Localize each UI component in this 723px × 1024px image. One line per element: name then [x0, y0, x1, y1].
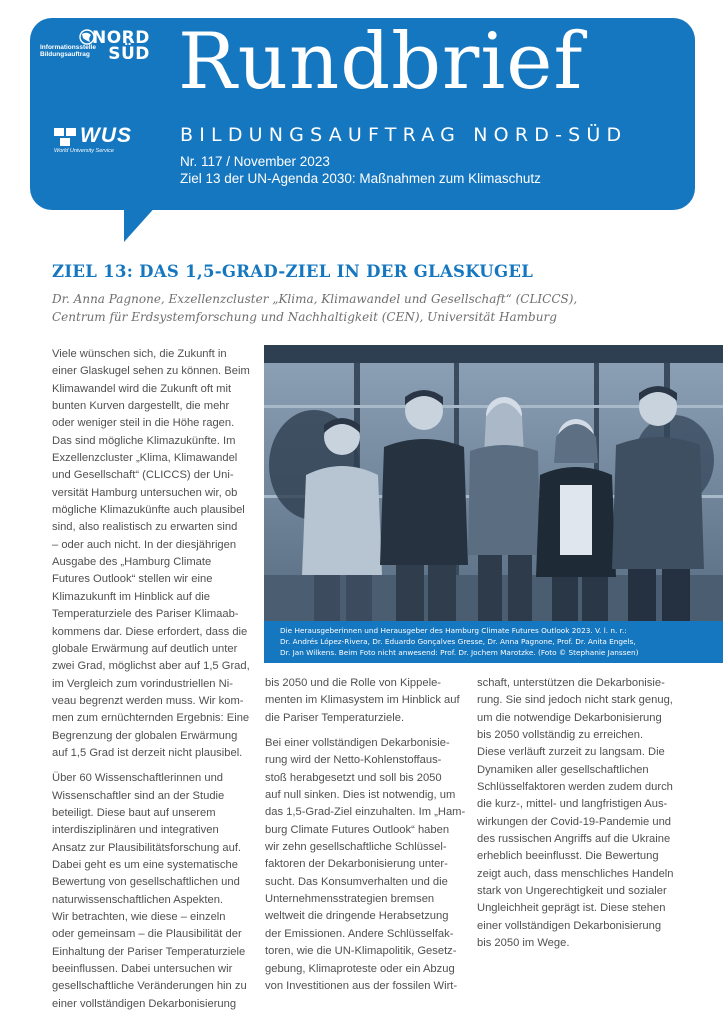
- text-line: Futures Outlook“ stellen wir eine: [52, 573, 213, 586]
- group-photo-image: [264, 345, 723, 663]
- text-line: von Investitionen aus der fossilen Wirt-: [265, 979, 458, 992]
- text-line: und Gesellschaft“ (CLICCS) der Uni-: [52, 469, 234, 482]
- text-line: men zum ernüchternden Ergebnis: Eine: [52, 712, 250, 725]
- text-line: veau begrenzt werden muss. Wir kom-: [52, 694, 244, 707]
- text-line: Unternehmensstrategien bremsen: [265, 893, 435, 906]
- text-line: auf 1,5 Grad ist derzeit nicht plausibel.: [52, 746, 243, 759]
- text-line: Bei einer vollständigen Dekarbonisie-: [265, 737, 450, 750]
- text-line: Ausgabe des „Hamburg Climate: [52, 556, 212, 569]
- infostelle-line2: Bildungsauftrag: [40, 51, 90, 58]
- text-line: Exzellenzcluster „Klima, Klimawandel: [52, 452, 238, 465]
- infostelle-label: [40, 44, 130, 58]
- logo-sued-text: SÜD: [108, 44, 150, 64]
- text-line: Diese verläuft zurzeit zu langsam. Die: [477, 746, 665, 759]
- text-line: bunten Kurven dargestellt, die mehr: [52, 400, 230, 413]
- text-line: Viele wünschen sich, die Zukunft in: [52, 348, 227, 360]
- paragraph: [477, 675, 687, 953]
- text-line: Einhaltung der Pariser Temperaturziele: [52, 945, 246, 958]
- infostelle-line1: Informationsstelle: [40, 44, 96, 51]
- text-line: bis 2050 im Wege.: [477, 937, 570, 950]
- text-line: sind, also realistisch zu erwarten sind: [52, 521, 238, 534]
- text-line: Wissenschaftler sind an der Studie: [52, 789, 225, 802]
- text-line: um die notwendige Dekarbonisierung: [477, 711, 662, 724]
- text-line: einer vollständigen Dekarbonisierung: [477, 919, 662, 932]
- issue-info: [180, 153, 541, 187]
- text-line: erheblich beeinflusst. Die Bewertung: [477, 850, 659, 863]
- text-line: Wir betrachten, wie diese – einzeln: [52, 911, 226, 923]
- logo-nord-text: NORD: [92, 28, 150, 48]
- text-line: naturwissenschaftlichen Aspekten.: [52, 893, 224, 906]
- text-line: Ungleichheit geprägt ist. Diese stehen: [477, 902, 666, 915]
- wus-wordmark: WUS: [80, 124, 132, 147]
- text-line: stark von Ungerechtigkeit und sozialer: [477, 885, 667, 898]
- issue-topic: Ziel 13 der UN-Agenda 2030: Maßnahmen zum Klimaschutz: [180, 171, 541, 186]
- text-line: die kurz-, mittel- und langfristigen Aus-: [477, 798, 668, 811]
- text-column-1: [52, 346, 257, 1013]
- text-line: des russischen Angriffs auf die Ukraine: [477, 833, 671, 846]
- authors-line-1: Dr. Anna Pagnone, Exzellenzcluster „Klima, Klimawandel und Gesellschaft“ (CLICCS),: [52, 292, 578, 306]
- article-authors: [52, 290, 612, 326]
- issue-number: Nr. 117 / November 2023: [180, 154, 330, 169]
- text-line: faktoren der Dekarbonisierung unter-: [265, 858, 448, 871]
- text-line: Schlüsselfaktoren werden zudem durch: [477, 781, 673, 794]
- text-line: zeigt auch, dass menschliches Handeln: [477, 867, 674, 880]
- text-line: die Pariser Temperaturziele.: [265, 711, 405, 724]
- text-line: bis 2050 und die Rolle von Kippele-: [265, 677, 442, 689]
- text-line: Temperaturziele des Pariser Klimaab-: [52, 608, 239, 621]
- paragraph: [52, 770, 257, 1013]
- text-line: oder gemeinsam – die Plausibilität der: [52, 928, 242, 941]
- banner-speech-tail: [124, 204, 158, 242]
- text-line: einer vollständigen Dekarbonisierung: [52, 997, 237, 1010]
- text-column-2: [265, 675, 470, 995]
- caption-line-3: Dr. Jan Wilkens. Beim Foto nicht anwesend: Prof. Dr. Jochem Marotzke. (Foto © Stephanie Janssen): [280, 648, 639, 657]
- photo-caption: [264, 621, 723, 663]
- text-line: Begrenzung der globalen Erwärmung: [52, 729, 238, 742]
- text-line: weltweit die dringende Herabsetzung: [265, 910, 449, 923]
- caption-line-1: Die Herausgeberinnen und Herausgeber des Hamburg Climate Futures Outlook 2023. V. l. n. r.:: [280, 626, 627, 635]
- text-line: toren, wie die UN-Klimapolitik, Gesetz-: [265, 945, 457, 958]
- text-line: – oder auch nicht. In der diesjährigen: [52, 538, 237, 551]
- authors-line-2: Centrum für Erdsystemforschung und Nachhaltigkeit (CEN), Universität Hamburg: [52, 310, 557, 324]
- text-line: schaft, unterstützen die Dekarbonisie-: [477, 677, 665, 689]
- paragraph: [52, 346, 257, 762]
- text-line: im Vergleich zum vorindustriellen Ni-: [52, 677, 233, 690]
- text-line: wirkungen der Covid-19-Pandemie und: [477, 815, 672, 828]
- text-line: burg Climate Futures Outlook“ haben: [265, 823, 450, 836]
- paragraph: [265, 735, 470, 995]
- text-line: wir zehn gesellschaftliche Schlüssel-: [265, 841, 447, 854]
- text-line: Bewertung von gesellschaftlichen und: [52, 876, 240, 889]
- newsletter-title: Rundbrief: [178, 17, 584, 107]
- text-line: menten im Klimasystem im Hinblick auf: [265, 694, 460, 707]
- text-line: Über 60 Wissenschaftlerinnen und: [52, 772, 224, 785]
- text-line: gebung, Klimaproteste oder ein Abzug: [265, 962, 455, 975]
- text-line: bis 2050 vollständig zu erreichen.: [477, 729, 644, 742]
- text-line: Ansatz zur Plausibilitätsforschung auf.: [52, 841, 242, 854]
- text-line: beteiligt. Diese baut auf unserem: [52, 806, 216, 819]
- text-line: gesellschaftliche Veränderungen hin zu: [52, 980, 247, 993]
- paragraph: [265, 675, 470, 727]
- text-line: rung wird der Netto-Kohlenstoffaus-: [265, 754, 442, 767]
- text-column-3: [477, 675, 687, 953]
- wus-subline: World University Service: [54, 148, 114, 154]
- text-line: einer Glaskugel sehen zu können. Beim: [52, 365, 250, 378]
- group-photo: [264, 345, 723, 663]
- wus-mark-icon: [54, 126, 80, 148]
- text-line: rung. Sie sind jedoch nicht stark genug,: [477, 694, 673, 707]
- text-line: kommens dar. Diese erfordert, dass die: [52, 625, 248, 638]
- text-line: der Emissionen. Andere Schlüsselfak-: [265, 927, 454, 940]
- text-line: oder weniger steil in die Höhe ragen.: [52, 417, 235, 430]
- text-line: Das sind mögliche Klimazukünfte. Im: [52, 434, 236, 447]
- text-line: mögliche Klimazukünfte auch plausibel: [52, 504, 245, 517]
- text-line: das 1,5-Grad-Ziel einzuhalten. Im „Ham-: [265, 806, 466, 819]
- article-headline: ZIEL 13: DAS 1,5-GRAD-ZIEL IN DER GLASKUGEL: [52, 262, 534, 281]
- text-line: zwei Grad, möglichst aber auf 1,5 Grad,: [52, 660, 250, 673]
- text-line: auf null sinken. Dies ist notwendig, um: [265, 789, 456, 802]
- text-line: sucht. Das Konsumverhalten und die: [265, 875, 448, 888]
- caption-line-2: Dr. Andrés López-Rivera, Dr. Eduardo Gonçalves Gresse, Dr. Anna Pagnone, Prof. Dr. Anita Engels,: [280, 637, 636, 646]
- newsletter-subtitle: BILDUNGSAUFTRAG NORD-SÜD: [180, 124, 628, 146]
- text-line: interdisziplinären und integrativen: [52, 824, 219, 837]
- text-line: Dabei geht es um eine systematische: [52, 858, 238, 871]
- text-line: Klimazukunft im Hinblick auf die: [52, 590, 210, 603]
- text-line: beeinflussen. Dabei untersuchen wir: [52, 963, 233, 976]
- text-line: stoß herabgesetzt und soll bis 2050: [265, 771, 442, 784]
- text-line: Klimawandel wird die Zukunft oft mit: [52, 382, 232, 395]
- text-line: versität Hamburg untersuchen wir, ob: [52, 486, 238, 499]
- text-line: globale Erwärmung auf deutlich unter: [52, 642, 238, 655]
- text-line: Dynamiken aller gesellschaftlichen: [477, 763, 649, 776]
